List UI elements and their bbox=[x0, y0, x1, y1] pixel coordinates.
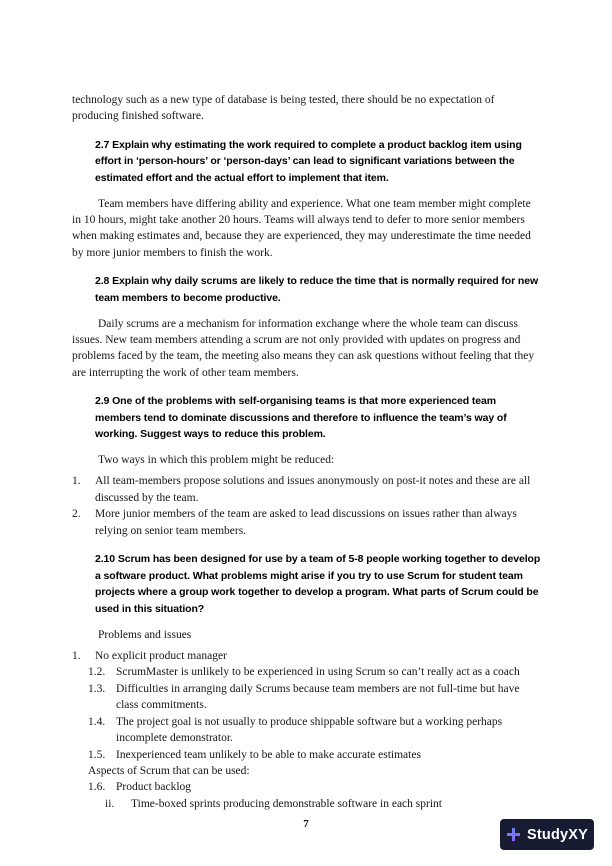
list-text: All team-members propose solutions and issues anonymously on post-it notes and these are all discussed by the team. bbox=[95, 475, 531, 504]
page-content bbox=[72, 92, 542, 812]
question-2-7: 2.7 Explain why estimating the work required to complete a product backlog item using effort in ‘person-hours’ or ‘person-days’ can lead to significant variations between the estimated effort and the actual effort to implement that item. bbox=[95, 138, 522, 185]
list-item bbox=[88, 714, 542, 747]
answer-2-10-intro: Problems and issues bbox=[98, 628, 192, 641]
list-text: Time-boxed sprints producing demonstrable software in each sprint bbox=[131, 797, 442, 810]
list-text: Aspects of Scrum that can be used: bbox=[88, 765, 250, 777]
list-item bbox=[72, 648, 542, 664]
list-marker: 1. bbox=[72, 649, 81, 662]
page-number: 7 bbox=[303, 818, 309, 830]
list-text: No explicit product manager bbox=[95, 649, 227, 662]
list-item bbox=[72, 506, 542, 539]
list-item bbox=[88, 681, 542, 714]
list-text: Inexperienced team unlikely to be able to make accurate estimates bbox=[116, 748, 421, 761]
list-marker: 1.5. bbox=[88, 748, 106, 761]
list-marker: 1.4. bbox=[88, 715, 106, 728]
list-item bbox=[88, 763, 542, 779]
answer-2-9-intro: Two ways in which this problem might be reduced: bbox=[98, 454, 335, 466]
answer-2-7: Team members have differing ability and experience. What one team member might complete in 10 hours, might take another 20 hours. Teams will always tend to defer to more senior members when making estimates and, because they are experienced, they may underestimate the time needed by more junior members to finish the work. bbox=[72, 197, 531, 259]
question-2-9: 2.9 One of the problems with self-organising teams is that more experienced team members tend to dominate discussions and therefore to influence the team’s way of working. Suggest ways to reduce this problem. bbox=[95, 395, 507, 441]
list-marker: 1.6. bbox=[88, 781, 106, 794]
list-item bbox=[72, 473, 542, 506]
list-marker: ii. bbox=[105, 797, 115, 810]
brand-text bbox=[527, 827, 588, 843]
list-item bbox=[88, 664, 542, 680]
list-text: Difficulties in arranging daily Scrums because team members are not full-time but have class commitments. bbox=[116, 682, 520, 712]
plus-icon bbox=[506, 827, 521, 842]
continuation-paragraph: technology such as a new type of database is being tested, there should be no expectation of producing finished software. bbox=[72, 94, 495, 123]
list-item bbox=[88, 779, 542, 795]
list-marker: 1.3. bbox=[88, 682, 106, 695]
list-marker: 1.2. bbox=[88, 666, 106, 679]
list-marker: 1. bbox=[72, 475, 81, 488]
question-2-10: 2.10 Scrum has been designed for use by a team of 5-8 people working together to develop a software product. What problems might arise if you try to use Scrum for student team projects where a group work together to develop a program. What parts of Scrum could be used in this situation? bbox=[95, 553, 541, 615]
list-text: ScrumMaster is unlikely to be experienced in using Scrum so can’t really act as a coach bbox=[116, 666, 520, 679]
list-text: More junior members of the team are asked to lead discussions on issues rather than always relying on senior team members. bbox=[95, 508, 517, 537]
list-text: The project goal is not usually to produce shippable software but a working perhaps incomplete demonstrator. bbox=[116, 715, 503, 745]
list-item bbox=[105, 796, 542, 812]
studyxy-logo bbox=[500, 819, 594, 850]
answer-2-8: Daily scrums are a mechanism for information exchange where the whole team can discuss issues. New team members attending a scrum are not only provided with updates on progress and problems faced by the team, the meeting also means they can ask questions without feeling that they are interrupting the work of other team members. bbox=[72, 317, 535, 379]
list-marker: 2. bbox=[72, 508, 81, 521]
brand-primary: Study bbox=[526, 826, 569, 843]
question-2-8: 2.8 Explain why daily scrums are likely to reduce the time that is normally required for new team members to become productive. bbox=[95, 275, 539, 304]
list-item bbox=[88, 747, 542, 763]
brand-secondary: XY bbox=[568, 826, 589, 843]
list-text: Product backlog bbox=[116, 781, 192, 794]
